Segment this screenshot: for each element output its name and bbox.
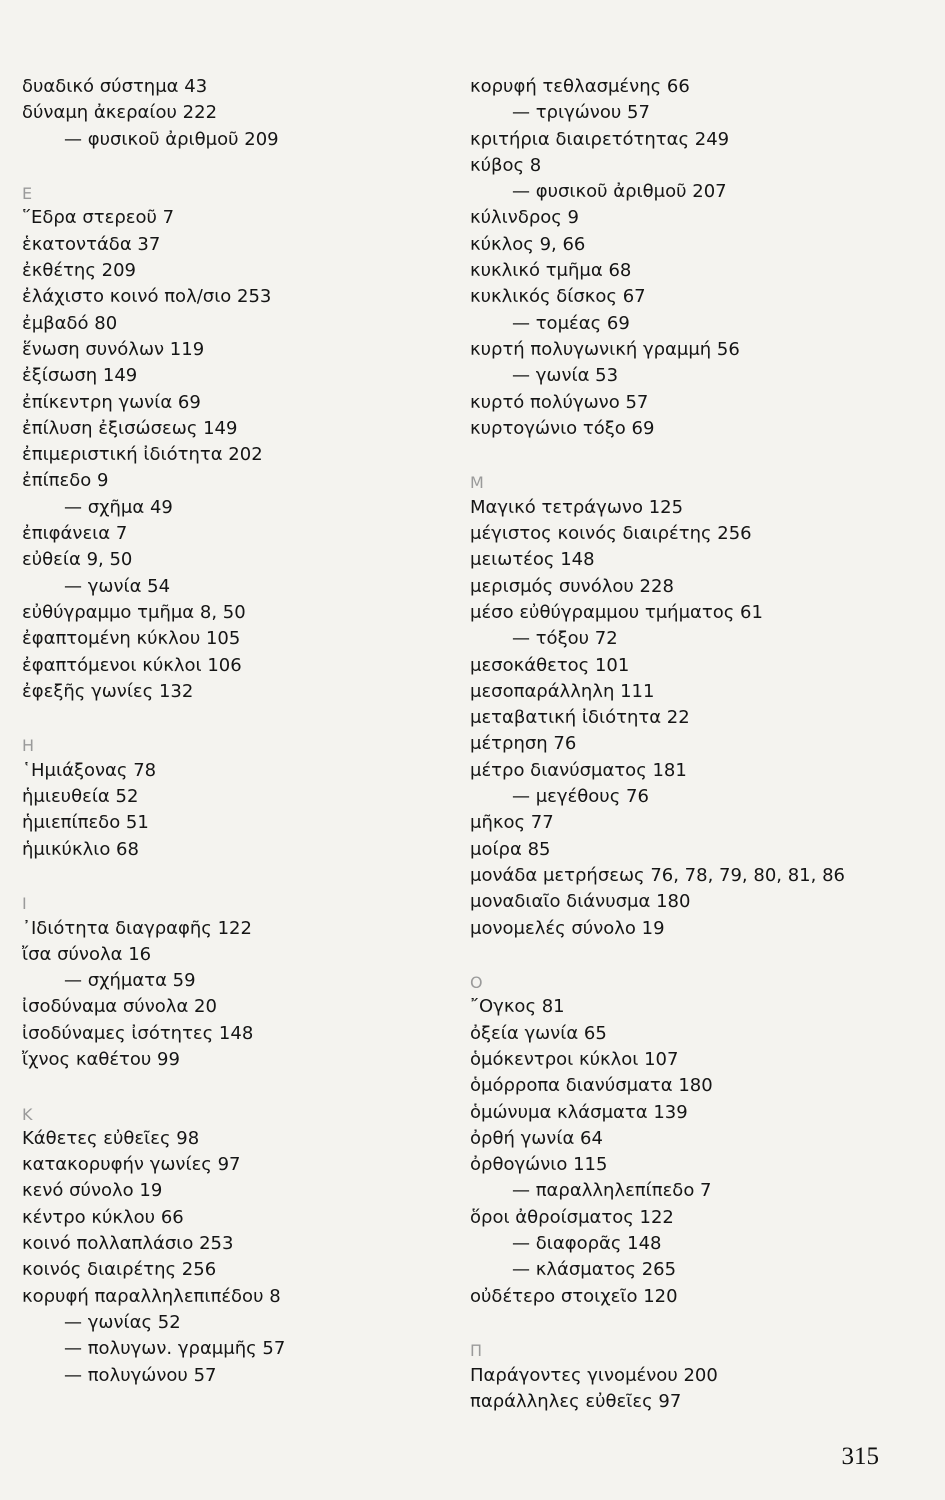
index-entry: ἐπίλυση ἐξισώσεως 149 <box>22 417 238 439</box>
index-entry: κυρτό πολύγωνο 57 <box>470 391 649 413</box>
index-entry: ἐφεξῆς γωνίες 132 <box>22 680 194 702</box>
index-entry: μονάδα μετρήσεως 76, 78, 79, 80, 81, 86 <box>470 864 845 886</box>
index-entry: ἐπιμεριστική ἰδιότητα 202 <box>22 444 263 466</box>
index-entry: ἴχνος καθέτου 99 <box>22 1048 180 1070</box>
index-entry: ὅροι ἀθροίσματος 122 <box>470 1206 674 1228</box>
index-entry: μοίρα 85 <box>470 838 551 860</box>
index-entry: ἐλάχιστο κοινό πολ/σιο 253 <box>22 286 272 308</box>
index-entry: κριτήρια διαιρετότητας 249 <box>470 128 730 150</box>
index-entry: ῾Ημιάξονας 78 <box>22 759 157 781</box>
index-column-right <box>470 74 910 1415</box>
index-entry: μεταβατική ἰδιότητα 22 <box>470 707 690 729</box>
section-gap <box>22 1073 442 1099</box>
index-entry: κατακορυφήν γωνίες 97 <box>22 1154 241 1176</box>
section-letter: Κ <box>22 1104 34 1124</box>
section-gap <box>470 942 910 968</box>
section-letter: Ι <box>22 894 28 914</box>
section-gap <box>22 863 442 889</box>
index-entry: ἑκατοντάδα 37 <box>22 233 161 255</box>
index-entry: κοινός διαιρέτης 256 <box>22 1259 217 1281</box>
index-subentry: — μεγέθους 76 <box>512 786 649 808</box>
index-entry: κέντρο κύκλου 66 <box>22 1206 184 1228</box>
index-entry: ἕνωση συνόλων 119 <box>22 338 205 360</box>
index-entry: ἐκθέτης 209 <box>22 260 136 282</box>
index-entry: ἐφαπτομένη κύκλου 105 <box>22 628 241 650</box>
index-entry: ἰσοδύναμα σύνολα 20 <box>22 996 217 1018</box>
index-entry: ἡμιευθεία 52 <box>22 786 139 808</box>
index-entry: ἴσα σύνολα 16 <box>22 943 152 965</box>
index-entry: μονομελές σύνολο 19 <box>470 917 665 939</box>
index-subentry: — φυσικοῦ ἀριθμοῦ 207 <box>512 181 727 203</box>
index-entry: ῞Εδρα στερεοῦ 7 <box>22 207 175 229</box>
page-number: 315 <box>841 1443 879 1470</box>
section-gap <box>470 442 910 468</box>
index-entry: μέτρηση 76 <box>470 733 577 755</box>
index-entry: δυαδικό σύστημα 43 <box>22 76 208 97</box>
index-subentry: — πολυγώνου 57 <box>64 1364 217 1386</box>
index-entry: μέτρο διανύσματος 181 <box>470 759 687 781</box>
index-entry: κυκλικό τμῆμα 68 <box>470 260 632 282</box>
index-entry: κυρτή πολυγωνική γραμμή 56 <box>470 338 740 360</box>
index-entry: ὀξεία γωνία 65 <box>470 1022 607 1044</box>
index-entry: κυκλικός δίσκος 67 <box>470 286 646 308</box>
index-subentry: — τριγώνου 57 <box>512 102 650 124</box>
index-entry: μέσο εὐθύγραμμου τμήματος 61 <box>470 601 763 623</box>
index-entry: ὀρθογώνιο 115 <box>470 1154 608 1176</box>
section-letter: Ε <box>22 184 34 204</box>
index-entry: μοναδιαῖο διάνυσμα 180 <box>470 891 691 913</box>
index-entry: κορυφή τεθλασμένης 66 <box>470 76 690 97</box>
index-subentry: — φυσικοῦ ἀριθμοῦ 209 <box>64 128 279 150</box>
index-entry: ἐπίπεδο 9 <box>22 470 109 492</box>
index-entry: μερισμός συνόλου 228 <box>470 575 674 597</box>
section-letter: Η <box>22 736 36 756</box>
index-entry: ἐφαπτόμενοι κύκλοι 106 <box>22 654 242 676</box>
index-entry: εὐθύγραμμο τμῆμα 8, 50 <box>22 601 246 623</box>
index-entry: ὁμώνυμα κλάσματα 139 <box>470 1101 688 1123</box>
index-entry: ὁμόρροπα διανύσματα 180 <box>470 1075 713 1097</box>
index-subentry: — πολυγων. γραμμῆς 57 <box>64 1338 286 1360</box>
index-entry: ὁμόκεντροι κύκλοι 107 <box>470 1048 679 1070</box>
index-entry: ἐπίκεντρη γωνία 69 <box>22 391 201 413</box>
index-entry: ἐπιφάνεια 7 <box>22 523 128 545</box>
index-subentry: — γωνία 54 <box>64 575 171 597</box>
index-entry: ἐμβαδό 80 <box>22 312 118 334</box>
index-entry: δύναμη ἀκεραίου 222 <box>22 102 218 124</box>
section-gap <box>22 153 442 179</box>
index-entry: κυρτογώνιο τόξο 69 <box>470 417 655 439</box>
index-subentry: — σχῆμα 49 <box>64 496 173 518</box>
index-subentry: — παραλληλεπίπεδο 7 <box>512 1180 712 1202</box>
index-entry: ἡμικύκλιο 68 <box>22 838 139 860</box>
index-subentry: — γωνίας 52 <box>64 1311 181 1333</box>
index-subentry: — γωνία 53 <box>512 365 619 387</box>
index-subentry: — σχήματα 59 <box>64 970 196 992</box>
index-entry: μεσοκάθετος 101 <box>470 654 630 676</box>
index-subentry: — τόξου 72 <box>512 628 618 650</box>
index-entry: μῆκος 77 <box>470 812 554 834</box>
section-gap <box>470 1310 910 1336</box>
index-entry: ὀρθή γωνία 64 <box>470 1127 603 1149</box>
index-entry: εὐθεία 9, 50 <box>22 549 133 571</box>
index-entry: ῎Ογκος 81 <box>470 996 565 1018</box>
section-letter: Π <box>470 1341 484 1361</box>
index-column-left <box>22 74 442 1389</box>
index-entry: Κάθετες εὐθεῖες 98 <box>22 1127 200 1149</box>
index-subentry: — διαφορᾶς 148 <box>512 1233 662 1255</box>
index-entry: ἐξίσωση 149 <box>22 365 138 387</box>
index-entry: ἰσοδύναμες ἰσότητες 148 <box>22 1022 254 1044</box>
index-entry: κύβος 8 <box>470 154 542 176</box>
section-letter: Μ <box>470 473 485 493</box>
index-entry: κύλινδρος 9 <box>470 207 580 229</box>
index-entry: μεσοπαράλληλη 111 <box>470 680 655 702</box>
index-entry: κενό σύνολο 19 <box>22 1180 163 1202</box>
index-entry: παράλληλες εὐθεῖες 97 <box>470 1390 682 1412</box>
index-entry: οὐδέτερο στοιχεῖο 120 <box>470 1285 678 1307</box>
section-gap <box>22 705 442 731</box>
index-entry: Μαγικό τετράγωνο 125 <box>470 496 684 518</box>
index-entry: μειωτέος 148 <box>470 549 595 571</box>
index-entry: κύκλος 9, 66 <box>470 233 586 255</box>
index-entry: ἡμιεπίπεδο 51 <box>22 812 149 834</box>
section-letter: Ο <box>470 973 484 993</box>
index-entry: Παράγοντες γινομένου 200 <box>470 1364 718 1386</box>
index-entry: ᾿Ιδιότητα διαγραφῆς 122 <box>22 917 252 939</box>
index-subentry: — κλάσματος 265 <box>512 1259 677 1281</box>
index-entry: κοινό πολλαπλάσιο 253 <box>22 1233 234 1255</box>
index-entry: κορυφή παραλληλεπιπέδου 8 <box>22 1285 281 1307</box>
index-subentry: — τομέας 69 <box>512 312 630 334</box>
index-entry: μέγιστος κοινός διαιρέτης 256 <box>470 523 752 545</box>
